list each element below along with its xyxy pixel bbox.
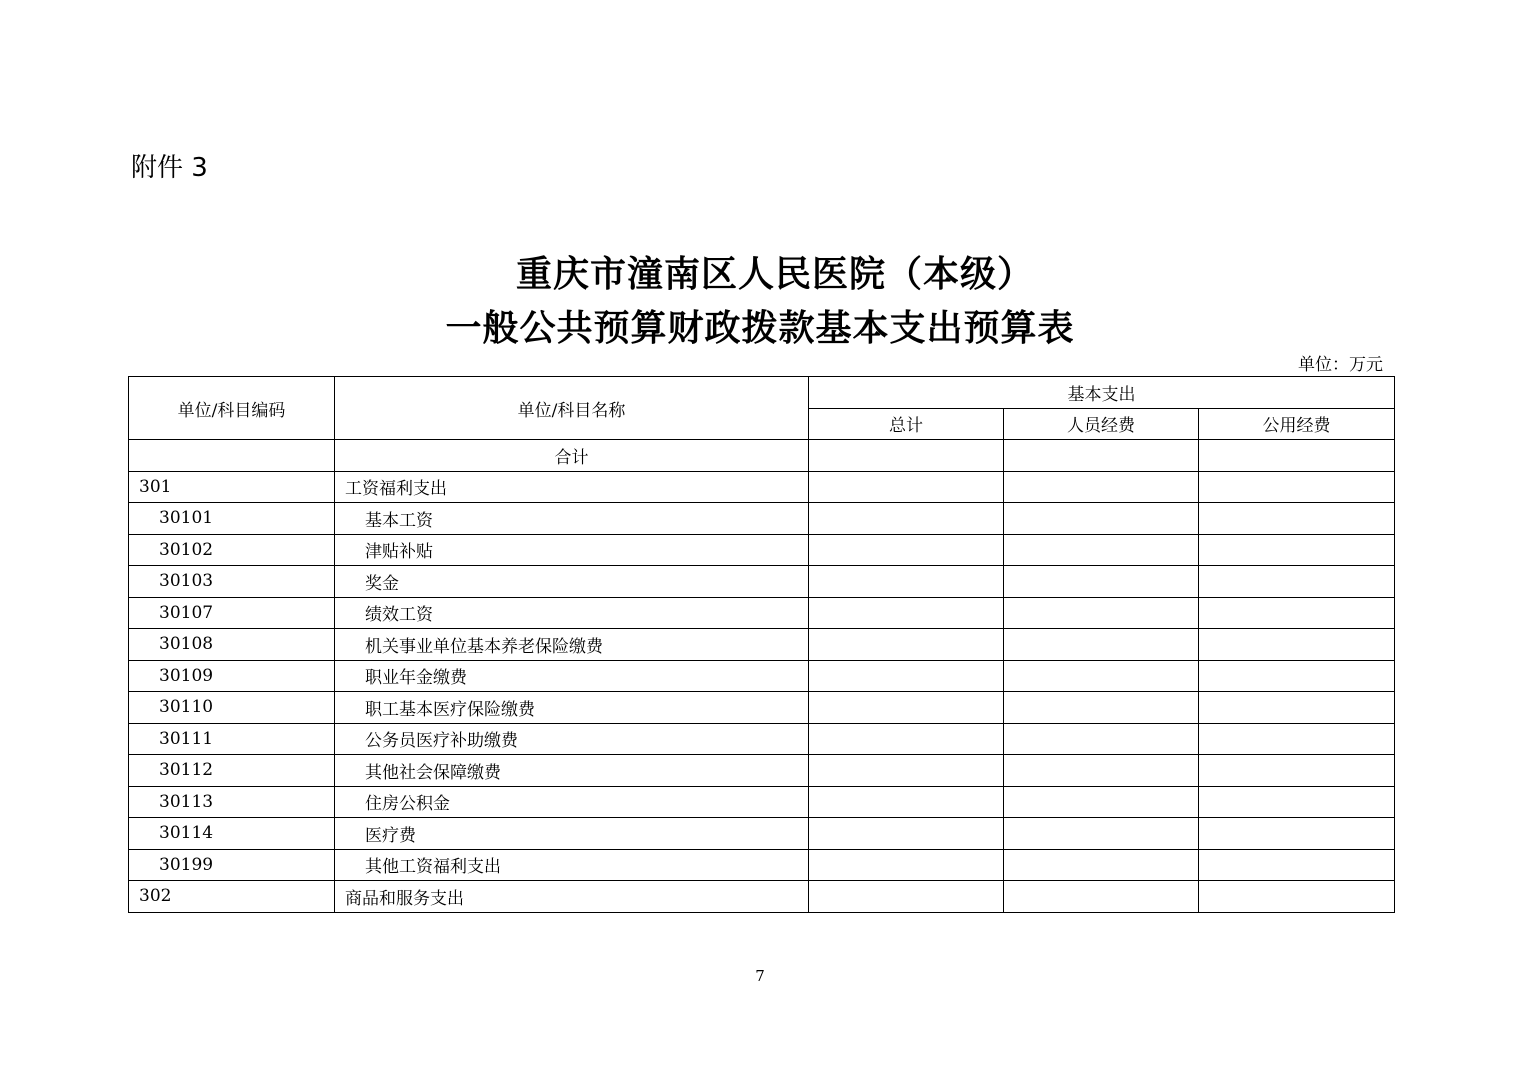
page-number: 7 xyxy=(755,967,765,985)
row-name: 机关事业单位基本养老保险缴费 xyxy=(335,629,809,661)
personnel-cell xyxy=(1004,440,1199,472)
table-row xyxy=(129,755,1395,787)
table-row xyxy=(129,597,1395,629)
table-row xyxy=(129,566,1395,598)
total-cell xyxy=(809,723,1004,755)
personnel-cell xyxy=(1004,755,1199,787)
total-cell xyxy=(809,755,1004,787)
row-code: 302 xyxy=(129,881,335,913)
public-cell xyxy=(1199,503,1395,535)
header-public: 公用经费 xyxy=(1199,408,1395,440)
total-cell xyxy=(809,471,1004,503)
public-cell xyxy=(1199,597,1395,629)
public-cell xyxy=(1199,849,1395,881)
row-name: 其他工资福利支出 xyxy=(335,849,809,881)
row-name: 商品和服务支出 xyxy=(335,881,809,913)
public-cell xyxy=(1199,755,1395,787)
total-cell xyxy=(809,597,1004,629)
personnel-cell xyxy=(1004,660,1199,692)
row-name: 奖金 xyxy=(335,566,809,598)
table-row xyxy=(129,660,1395,692)
row-code: 30103 xyxy=(129,566,335,598)
total-label: 合计 xyxy=(335,440,809,472)
table-row xyxy=(129,849,1395,881)
row-name: 公务员医疗补助缴费 xyxy=(335,723,809,755)
row-code: 30113 xyxy=(129,786,335,818)
total-cell xyxy=(809,692,1004,724)
personnel-cell xyxy=(1004,471,1199,503)
header-basic-expenditure: 基本支出 xyxy=(809,377,1395,409)
personnel-cell xyxy=(1004,534,1199,566)
total-cell xyxy=(809,503,1004,535)
document-title-line2: 一般公共预算财政拨款基本支出预算表 xyxy=(445,307,1075,349)
row-name: 医疗费 xyxy=(335,818,809,850)
row-name: 工资福利支出 xyxy=(335,471,809,503)
public-cell xyxy=(1199,440,1395,472)
total-code-cell xyxy=(129,440,335,472)
personnel-cell xyxy=(1004,818,1199,850)
table-row xyxy=(129,534,1395,566)
public-cell xyxy=(1199,818,1395,850)
public-cell xyxy=(1199,692,1395,724)
table-row xyxy=(129,629,1395,661)
personnel-cell xyxy=(1004,786,1199,818)
table-row xyxy=(129,818,1395,850)
public-cell xyxy=(1199,723,1395,755)
public-cell xyxy=(1199,786,1395,818)
budget-table xyxy=(128,376,1395,913)
table-row xyxy=(129,503,1395,535)
total-cell xyxy=(809,660,1004,692)
table-row xyxy=(129,471,1395,503)
row-name: 职工基本医疗保险缴费 xyxy=(335,692,809,724)
total-cell xyxy=(809,881,1004,913)
row-code: 30110 xyxy=(129,692,335,724)
row-name: 基本工资 xyxy=(335,503,809,535)
row-name: 住房公积金 xyxy=(335,786,809,818)
personnel-cell xyxy=(1004,723,1199,755)
row-name: 其他社会保障缴费 xyxy=(335,755,809,787)
personnel-cell xyxy=(1004,566,1199,598)
row-code: 301 xyxy=(129,471,335,503)
total-cell xyxy=(809,534,1004,566)
attachment-label: 附件 3 xyxy=(131,153,208,183)
public-cell xyxy=(1199,881,1395,913)
row-code: 30108 xyxy=(129,629,335,661)
row-name: 津贴补贴 xyxy=(335,534,809,566)
total-cell xyxy=(809,440,1004,472)
header-row-1 xyxy=(129,377,1395,409)
unit-label: 单位：万元 xyxy=(1298,355,1383,375)
row-name: 职业年金缴费 xyxy=(335,660,809,692)
row-code: 30101 xyxy=(129,503,335,535)
public-cell xyxy=(1199,566,1395,598)
table-row xyxy=(129,786,1395,818)
row-name: 绩效工资 xyxy=(335,597,809,629)
personnel-cell xyxy=(1004,849,1199,881)
header-code: 单位/科目编码 xyxy=(129,377,335,440)
personnel-cell xyxy=(1004,597,1199,629)
header-personnel: 人员经费 xyxy=(1004,408,1199,440)
row-code: 30107 xyxy=(129,597,335,629)
personnel-cell xyxy=(1004,692,1199,724)
header-total: 总计 xyxy=(809,408,1004,440)
total-cell xyxy=(809,629,1004,661)
personnel-cell xyxy=(1004,503,1199,535)
public-cell xyxy=(1199,660,1395,692)
row-code: 30199 xyxy=(129,849,335,881)
row-code: 30112 xyxy=(129,755,335,787)
header-name: 单位/科目名称 xyxy=(335,377,809,440)
document-title-line1: 重庆市潼南区人民医院（本级） xyxy=(515,253,1034,295)
personnel-cell xyxy=(1004,881,1199,913)
row-code: 30109 xyxy=(129,660,335,692)
total-row xyxy=(129,440,1395,472)
personnel-cell xyxy=(1004,629,1199,661)
public-cell xyxy=(1199,471,1395,503)
row-code: 30114 xyxy=(129,818,335,850)
public-cell xyxy=(1199,534,1395,566)
total-cell xyxy=(809,818,1004,850)
public-cell xyxy=(1199,629,1395,661)
total-cell xyxy=(809,849,1004,881)
total-cell xyxy=(809,566,1004,598)
table-row xyxy=(129,723,1395,755)
total-cell xyxy=(809,786,1004,818)
table-row xyxy=(129,881,1395,913)
table-row xyxy=(129,692,1395,724)
row-code: 30111 xyxy=(129,723,335,755)
row-code: 30102 xyxy=(129,534,335,566)
